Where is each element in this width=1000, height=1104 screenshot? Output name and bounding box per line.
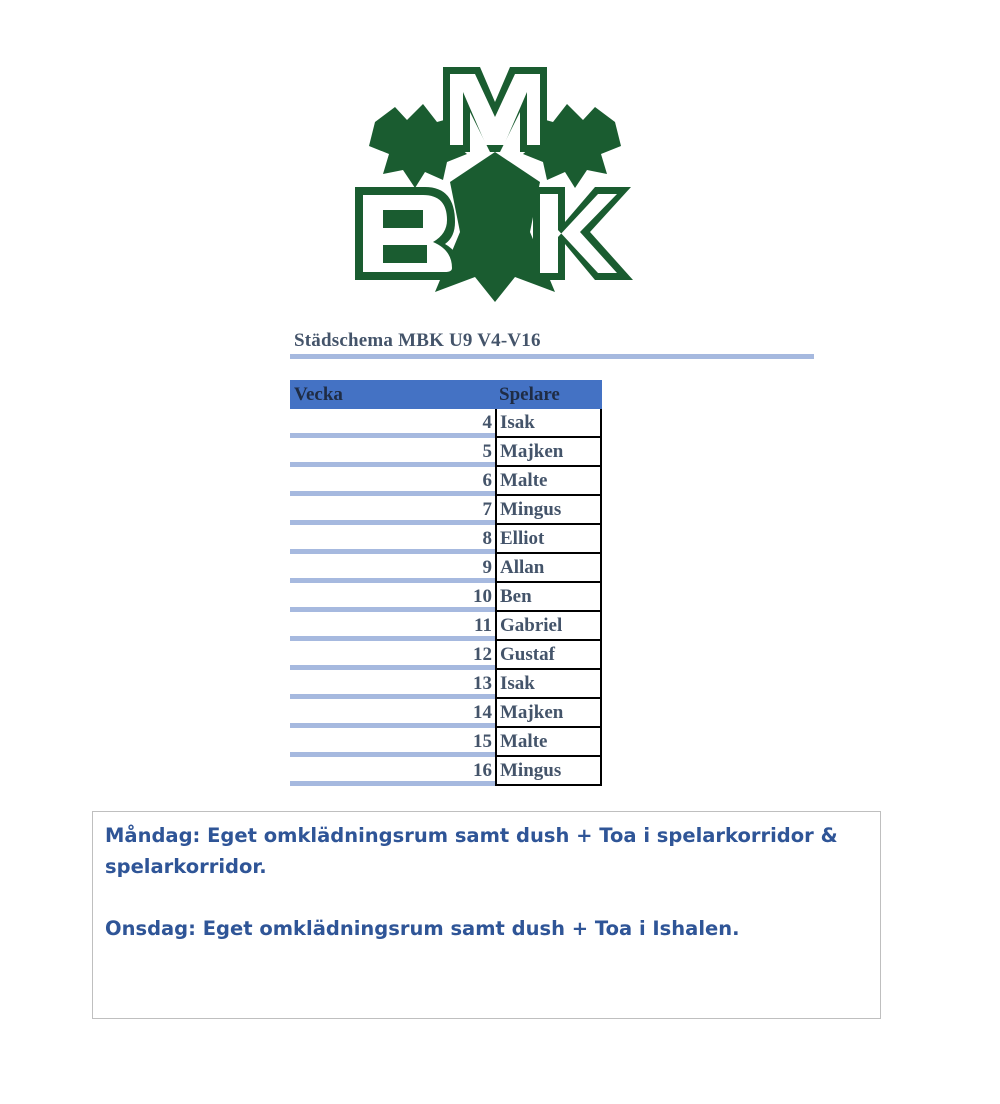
week-cell: 9	[290, 554, 495, 583]
table-row	[290, 641, 602, 670]
table-row	[290, 496, 602, 525]
player-cell: Gustaf	[495, 641, 602, 670]
player-cell: Ben	[495, 583, 602, 612]
title-underline	[290, 354, 814, 359]
week-cell: 11	[290, 612, 495, 641]
table-row	[290, 438, 602, 467]
player-cell: Allan	[495, 554, 602, 583]
wednesday-instructions: Onsdag: Eget omklädningsrum samt dush + Toa i Ishalen.	[105, 917, 740, 940]
table-row	[290, 467, 602, 496]
player-cell: Majken	[495, 699, 602, 728]
table-row	[290, 525, 602, 554]
week-cell: 6	[290, 467, 495, 496]
table-row	[290, 409, 602, 438]
player-cell: Elliot	[495, 525, 602, 554]
cleaning-schedule-table	[290, 380, 602, 786]
player-cell: Mingus	[495, 496, 602, 525]
table-row	[290, 670, 602, 699]
week-cell: 7	[290, 496, 495, 525]
monday-instructions: Måndag: Eget omklädningsrum samt dush + Toa i spelarkorridor & spelarkorridor.	[105, 824, 838, 878]
player-cell: Malte	[495, 467, 602, 496]
player-cell: Malte	[495, 728, 602, 757]
week-cell: 13	[290, 670, 495, 699]
player-cell: Gabriel	[495, 612, 602, 641]
week-cell: 10	[290, 583, 495, 612]
week-cell: 15	[290, 728, 495, 757]
table-row	[290, 757, 602, 786]
cleaning-instructions-box	[92, 811, 881, 1019]
week-cell: 8	[290, 525, 495, 554]
header-player: Spelare	[499, 384, 560, 405]
table-header	[290, 380, 602, 409]
page-title: Städschema MBK U9 V4-V16	[294, 330, 541, 351]
week-cell: 5	[290, 438, 495, 467]
header-week: Vecka	[294, 384, 343, 405]
table-row	[290, 554, 602, 583]
table-row	[290, 699, 602, 728]
table-row	[290, 583, 602, 612]
week-cell: 14	[290, 699, 495, 728]
player-cell: Majken	[495, 438, 602, 467]
player-cell: Mingus	[495, 757, 602, 786]
player-cell: Isak	[495, 409, 602, 438]
player-cell: Isak	[495, 670, 602, 699]
week-cell: 4	[290, 409, 495, 438]
mbk-logo	[355, 62, 635, 312]
table-row	[290, 728, 602, 757]
week-cell: 16	[290, 757, 495, 786]
table-row	[290, 612, 602, 641]
week-cell: 12	[290, 641, 495, 670]
